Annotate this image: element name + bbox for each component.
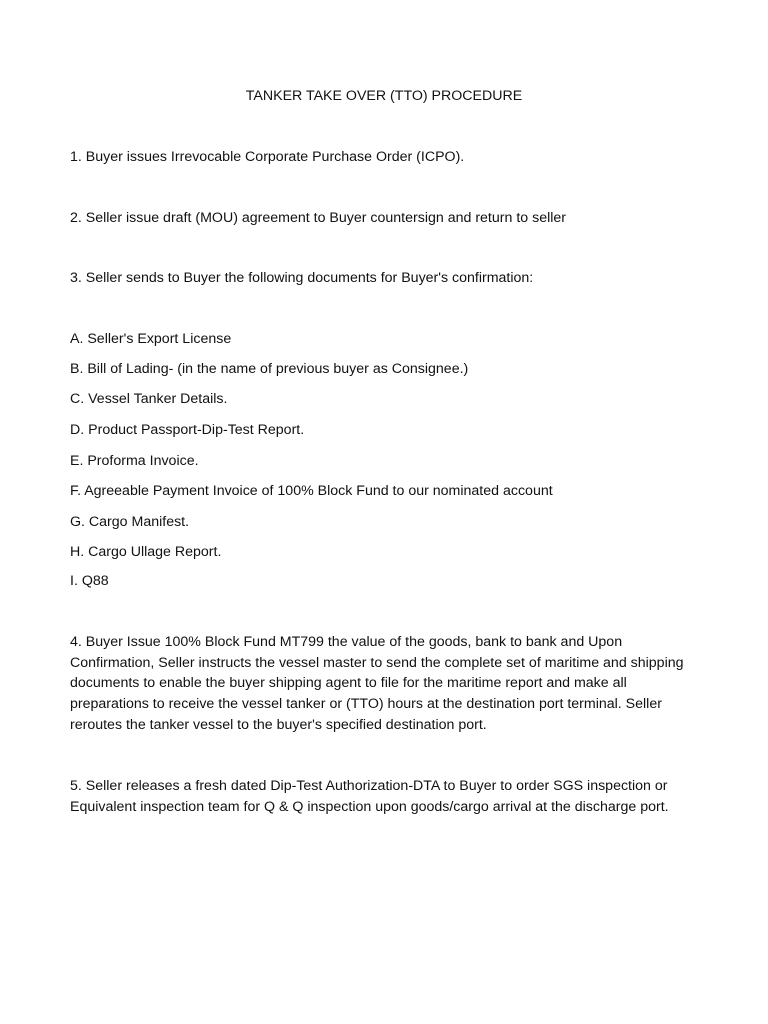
document-title: TANKER TAKE OVER (TTO) PROCEDURE	[245, 88, 523, 104]
document-item-f: F. Agreeable Payment Invoice of 100% Block Fund to our nominated account	[70, 483, 553, 499]
document-item-e: E. Proforma Invoice.	[70, 453, 199, 469]
step-2: 2. Seller issue draft (MOU) agreement to Buyer countersign and return to seller	[70, 210, 567, 226]
step-5: 5. Seller releases a fresh dated Dip-Test Authorization-DTA to Buyer to order SGS inspection or Equivalent inspection team for Q & Q inspection upon goods/cargo arrival at the discharge port.	[70, 778, 669, 815]
document-item-h: H. Cargo Ullage Report.	[70, 544, 222, 560]
document-item-d: D. Product Passport-Dip-Test Report.	[70, 422, 305, 438]
document-item-b: B. Bill of Lading- (in the name of previous buyer as Consignee.)	[70, 361, 469, 377]
document-item-c: C. Vessel Tanker Details.	[70, 391, 228, 407]
document-item-g: G. Cargo Manifest.	[70, 514, 190, 530]
step-4: 4. Buyer Issue 100% Block Fund MT799 the value of the goods, bank to bank and Upon Confirmation, Seller instructs the vessel master to send the complete set of maritime and shipping documents to enable the buyer shipping agent to file for the maritime report and make all preparations to receive the vessel tanker or (TTO) hours at the destination port terminal. Seller reroutes the tanker vessel to the buyer's specified destination port.	[70, 634, 684, 733]
document-item-a: A. Seller's Export License	[70, 331, 232, 347]
step-1: 1. Buyer issues Irrevocable Corporate Purchase Order (ICPO).	[70, 149, 465, 165]
document-item-i: I. Q88	[70, 573, 109, 589]
step-3: 3. Seller sends to Buyer the following documents for Buyer's confirmation:	[70, 270, 534, 286]
